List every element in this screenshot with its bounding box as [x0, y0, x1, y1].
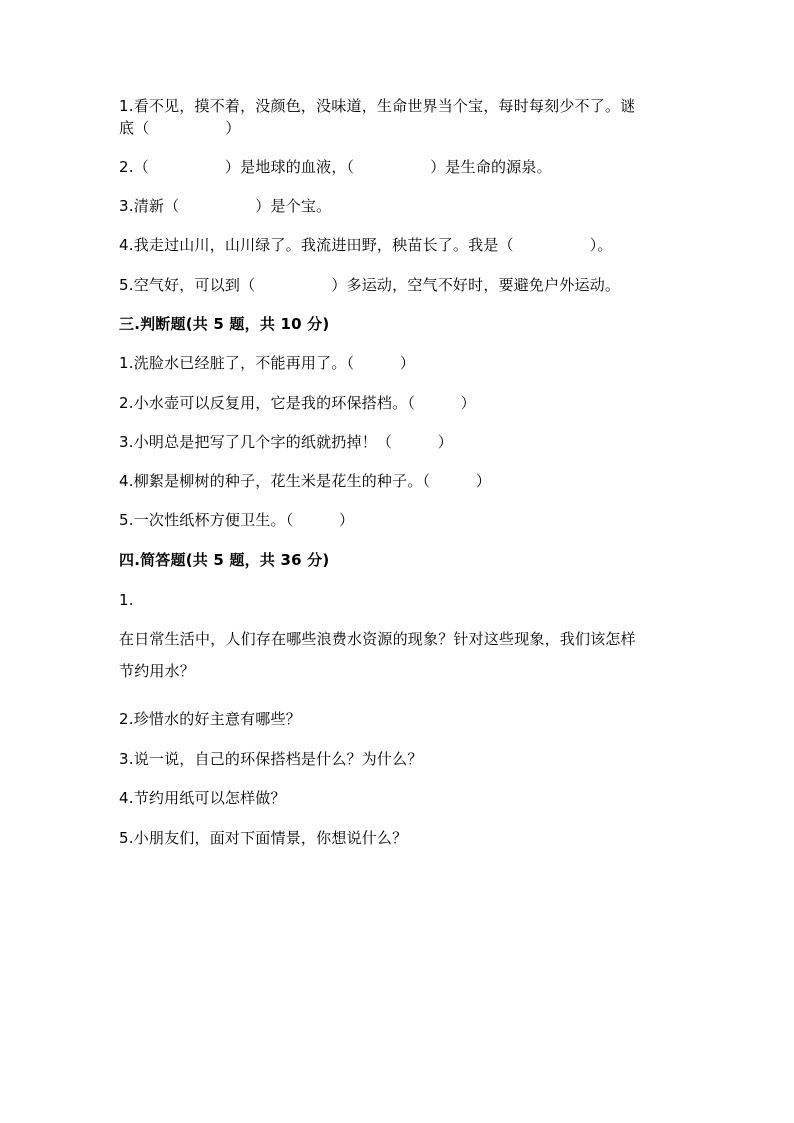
section-short-answer-heading: 四.简答题(共 5 题，共 36 分): [119, 551, 330, 569]
short-answer-question-2: 2.珍惜水的好主意有哪些？: [119, 710, 301, 728]
short-answer-question-3: 3.说一说，自己的环保搭档是什么？为什么？: [119, 750, 423, 768]
judgment-question-2: 2.小水壶可以反复用，它是我的环保搭档。（ ）: [119, 394, 476, 412]
fill-question-3: 3.清新（ ）是个宝。: [119, 197, 332, 215]
fill-question-5: 5.空气好，可以到（ ）多运动，空气不好时，要避免户外运动。: [119, 276, 621, 294]
judgment-question-4: 4.柳絮是柳树的种子，花生米是花生的种子。（ ）: [119, 472, 492, 490]
fill-question-1-line-1: 1.看不见，摸不着，没颜色，没味道，生命世界当个宝，每时每刻少不了。谜: [119, 97, 636, 115]
short-answer-question-5: 5.小朋友们，面对下面情景，你想说什么？: [119, 829, 408, 847]
judgment-question-1: 1.洗脸水已经脏了，不能再用了。（ ）: [119, 354, 416, 372]
judgment-question-3: 3.小明总是把写了几个字的纸就扔掉！（ ）: [119, 433, 453, 451]
short-answer-question-4: 4.节约用纸可以怎样做？: [119, 789, 286, 807]
short-answer-question-1-number: 1.: [119, 591, 134, 609]
fill-question-1-line-2: 底（ ）: [119, 119, 241, 137]
short-answer-question-1-line-1: 在日常生活中，人们存在哪些浪费水资源的现象？针对这些现象，我们该怎样: [119, 630, 636, 648]
section-judgment-heading: 三.判断题(共 5 题，共 10 分): [119, 315, 330, 333]
fill-question-2: 2.（ ）是地球的血液，（ ）是生命的源泉。: [119, 158, 552, 176]
fill-question-4: 4.我走过山川，山川绿了。我流进田野，秧苗长了。我是（ ）。: [119, 236, 613, 254]
judgment-question-5: 5.一次性纸杯方便卫生。（ ）: [119, 511, 355, 529]
short-answer-question-1-line-2: 节约用水？: [119, 662, 196, 680]
